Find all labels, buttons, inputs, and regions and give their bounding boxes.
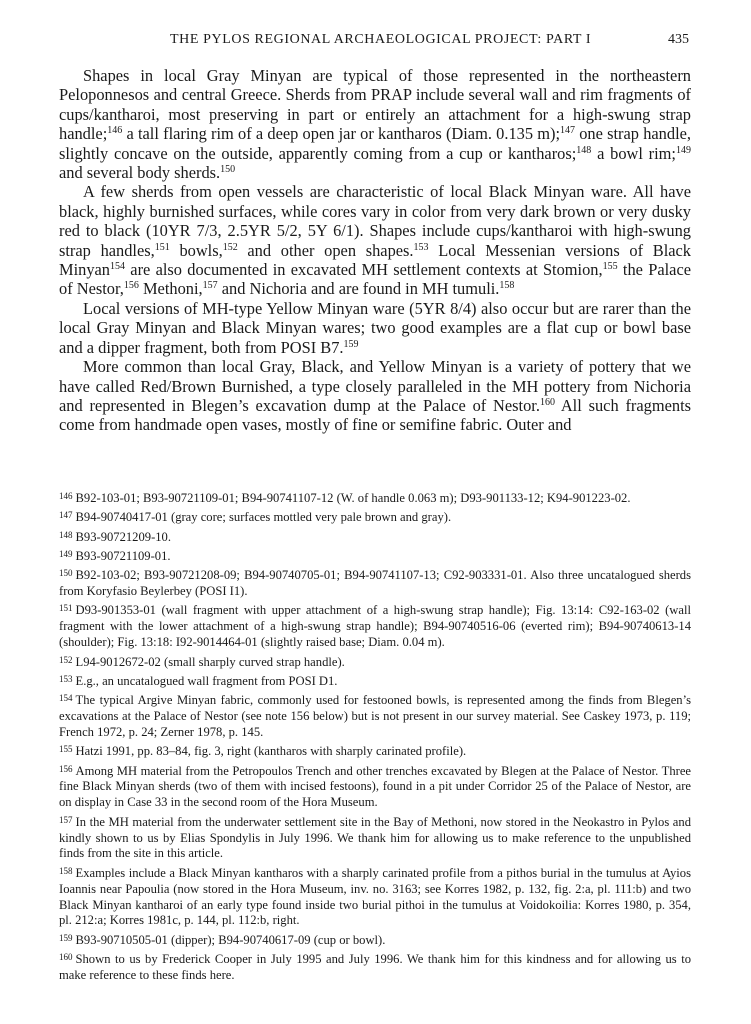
footnote-153: [59, 672, 691, 690]
footnote-number: 156: [59, 763, 73, 774]
footnote-text: B93-90710505-01 (dipper); B94-90740617-09 (cup or bowl).: [75, 932, 386, 947]
text-run: bowls,: [169, 240, 223, 260]
footnote-text: B94-90740417-01 (gray core; surfaces mottled very pale brown and gray).: [75, 510, 452, 525]
footnote-152: [59, 653, 691, 671]
main-text: [59, 66, 691, 435]
footnote-156: [59, 762, 691, 812]
note-ref[interactable]: 157: [202, 280, 218, 292]
paragraph-red-brown-burnished: [59, 357, 691, 435]
footnote-number: 152: [59, 654, 73, 665]
footnote-text: The typical Argive Minyan fabric, commonly used for festooned bowls, is represented among the finds from Blegen’s excavations at the Palace of Nestor (see note 156 below) but is not present in our survey material. See Caskey 1973, p. 119; French 1972, p. 24; Zerner 1978, p. 145.: [59, 693, 691, 739]
footnote-149: [59, 547, 691, 565]
page-number: 435: [668, 32, 689, 47]
footnote-number: 147: [59, 510, 73, 521]
note-ref[interactable]: 155: [602, 261, 618, 273]
footnote-number: 153: [59, 673, 73, 684]
note-ref[interactable]: 150: [220, 164, 236, 176]
footnote-text: In the MH material from the underwater settlement site in the Bay of Methoni, now stored in the Neokastro in Pylos and kindly shown to us by Elias Spondylis in July 1996. We thank him for allowing us to make reference to the unpublished finds from the site in this article.: [59, 814, 691, 861]
footnote-151: [59, 601, 691, 651]
note-ref[interactable]: 154: [110, 261, 125, 273]
footnote-158: [59, 864, 691, 930]
text-run: More common than local Gray, Black, and Yellow Minyan is a variety of pottery that we have called Red/Brown Burnished, a type closely paralleled in the MH pottery from Nichoria and represented in Blegen’s excavation dump at the Palace of Nestor.: [59, 357, 691, 415]
note-ref[interactable]: 153: [413, 241, 429, 253]
text-run: A few sherds from open vessels are characteristic of local Black Minyan ware. All have black, highly burnished surfaces, while cores vary in color from very dark brown or very dusky red to black (10YR 7/3, 2.5YR 5/2, 5Y 6/1). Shapes include cups/kantharoi with high-swung strap handles,: [59, 182, 691, 260]
text-run: Methoni,: [138, 279, 203, 299]
note-ref[interactable]: 151: [154, 241, 170, 253]
text-run: and Nichoria and are found in MH tumuli.: [217, 279, 500, 299]
text-run: Local versions of MH-type Yellow Minyan ware (5YR 8/4) also occur but are rarer than the local Gray Minyan and Black Minyan wares; two good examples are a flat cup or bowl base and a dipper fragment, both from POSI B7.: [59, 298, 691, 357]
footnote-text: B93-90721209-10.: [75, 529, 171, 544]
note-ref[interactable]: 159: [343, 338, 359, 350]
text-run: and other open shapes.: [237, 240, 414, 260]
text-run: a bowl rim;: [591, 143, 676, 163]
note-ref[interactable]: 156: [123, 280, 139, 292]
footnote-text: L94-9012672-02 (small sharply curved strap handle).: [75, 654, 345, 669]
footnote-text: B92-103-01; B93-90721109-01; B94-90741107-12 (W. of handle 0.063 m); D93-901133-12; K94-901223-02.: [75, 491, 631, 505]
footnote-number: 157: [59, 814, 73, 825]
note-ref[interactable]: 149: [676, 144, 691, 156]
footnote-text: B93-90721109-01.: [75, 548, 171, 563]
note-ref[interactable]: 148: [576, 144, 592, 156]
paragraph-black-minyan: [59, 182, 691, 298]
text-run: a tall flaring rim of a deep open jar or kantharos (Diam. 0.135 m);: [122, 124, 561, 144]
text-run: the Palace of Nestor,: [59, 260, 691, 299]
note-ref[interactable]: 160: [539, 396, 555, 408]
footnote-number: 158: [59, 865, 73, 876]
footnote-number: 159: [59, 932, 73, 943]
footnote-number: 146: [59, 491, 73, 501]
footnote-number: 160: [59, 952, 73, 963]
footnote-155: [59, 742, 691, 760]
footnote-154: [59, 691, 691, 741]
footnote-146: [59, 489, 691, 507]
footnote-160: [59, 950, 691, 984]
footnote-number: 148: [59, 529, 73, 540]
footnote-text: E.g., an uncatalogued wall fragment from POSI D1.: [75, 673, 338, 688]
footnote-text: Shown to us by Frederick Cooper in July 1995 and July 1996. We thank him for this kindness and for allowing us to make reference to these finds here.: [59, 952, 691, 982]
footnote-number: 154: [59, 693, 73, 704]
footnote-text: Among MH material from the Petropoulos Trench and other trenches excavated by Blegen at the Palace of Nestor. Three fine Black Minyan sherds (two of them with incised festoons), found in a pit under Corridor 25 of the Palace of Nestor, are on display in Case 33 in the second room of the Hora Museum.: [59, 763, 691, 810]
footnote-number: 151: [59, 603, 73, 614]
footnote-159: [59, 931, 691, 949]
text-run: and several body sherds.: [59, 163, 221, 183]
footnote-text: B92-103-02; B93-90721208-09; B94-90740705-01; B94-90741107-13; C92-903331-01. Also three uncatalogued sherds from Koryfasio Beylerbey (POSI I1).: [59, 568, 691, 599]
note-ref[interactable]: 158: [499, 280, 515, 292]
footnote-number: 150: [59, 568, 73, 579]
text-run: Shapes in local Gray Minyan are typical of those represented in the northeastern Peloponnesos and central Greece. Sherds from PRAP include several wall and rim fragments of cups/kantharoi, most preserving in part or entirely an attachment for a high-swung strap handle;: [59, 66, 691, 144]
paragraph-yellow-minyan: [59, 299, 691, 357]
paragraph-gray-minyan: [59, 66, 691, 182]
note-ref[interactable]: 152: [222, 241, 238, 253]
footnote-150: [59, 566, 691, 600]
running-title: THE PYLOS REGIONAL ARCHAEOLOGICAL PROJECT: PART I: [170, 32, 592, 47]
footnote-text: Examples include a Black Minyan kantharos with a sharply carinated profile from a pithos burial in the tumulus at Ayios Ioannis near Papoulia (now stored in the Hora Museum, inv. no. 3163; see Korres 1982, p. 132, fig. 2:a, pl. 111:b) and two Black Minyan kantharoi of an early type found inside two burial pithoi in the tumulus at Voidokoilia: Korres 1980, p. 354, pl. 212:a; Korres 1981c, p. 144, pl. 112:b, right.: [59, 865, 691, 928]
footnote-text: Hatzi 1991, pp. 83–84, fig. 3, right (kantharos with sharply carinated profile).: [75, 744, 467, 759]
text-run: Local Messenian versions of Black Minyan: [59, 240, 691, 280]
footnote-147: [59, 508, 691, 526]
footnote-157: [59, 813, 691, 863]
text-run: one strap handle, slightly concave on the outside, apparently coming from a cup or kantharos;: [59, 124, 691, 163]
footnote-number: 149: [59, 548, 73, 559]
footnote-number: 155: [59, 744, 73, 755]
footnote-148: [59, 528, 691, 546]
note-ref[interactable]: 146: [107, 125, 123, 137]
note-ref[interactable]: 147: [560, 125, 576, 137]
footnote-text: D93-901353-01 (wall fragment with upper attachment of a high-swung strap handle); Fig. 13:14: C92-163-02 (wall fragment with the lower attachment of a high-swung strap handle); B94-90740516-06 (everted rim); B94-90740613-14 (shoulder); Fig. 13:18: I92-9014464-01 (slightly raised base; Diam. 0.04 m).: [59, 603, 691, 650]
text-run: All such fragments come from handmade open vases, mostly of fine or semifine fabric. Outer and: [59, 395, 691, 435]
text-run: are also documented in excavated MH settlement contexts at Stomion,: [125, 260, 603, 280]
footnotes: [59, 489, 691, 985]
